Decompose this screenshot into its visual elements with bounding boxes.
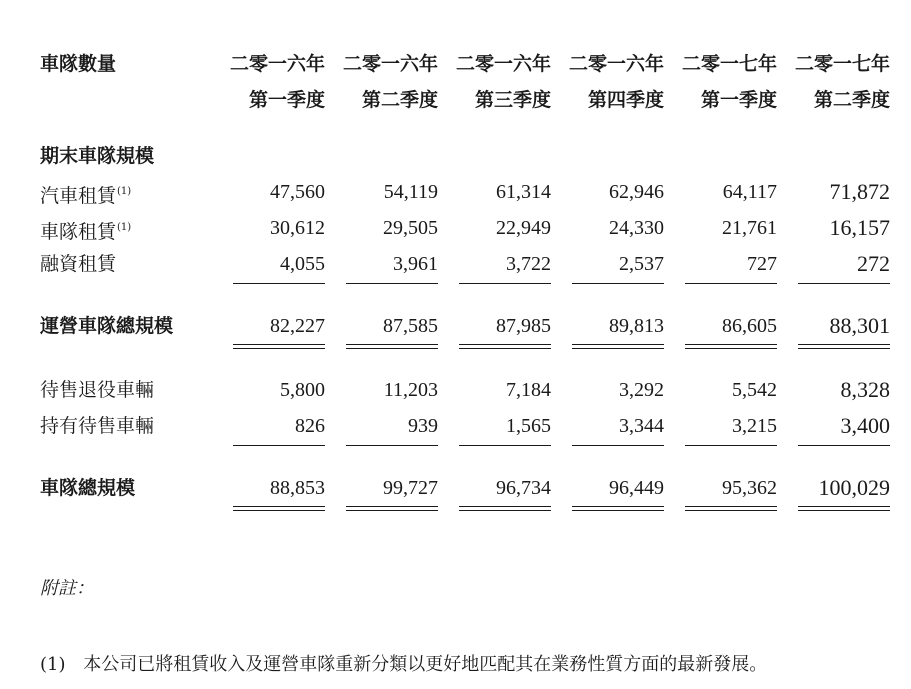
cell-retired-for-sale-1: 5,800 <box>280 379 325 401</box>
cell-finance-lease-1: 4,055 <box>280 253 325 275</box>
total-rule-bottom <box>572 348 664 349</box>
cell-finance-lease-3: 3,722 <box>506 253 551 275</box>
cell-retired-for-sale-3: 7,184 <box>506 379 551 401</box>
footnote-1 <box>40 650 767 676</box>
col-header-year-5: 二零一七年 <box>681 53 777 75</box>
total-rule-top <box>798 506 890 507</box>
total-rule-top <box>459 506 551 507</box>
cell-finance-lease-5: 727 <box>747 253 777 275</box>
col-header-quarter-1: 第一季度 <box>248 89 325 111</box>
total-rule-bottom <box>346 510 438 511</box>
total-rule-bottom <box>685 510 777 511</box>
footnote-marker: (1) <box>40 654 66 675</box>
cell-retired-for-sale-2: 11,203 <box>383 379 438 401</box>
cell-operating-fleet-4: 89,813 <box>609 315 664 337</box>
cell-total-fleet-2: 99,727 <box>383 477 438 499</box>
subtotal-rule <box>459 283 551 284</box>
total-rule-top <box>572 506 664 507</box>
cell-retired-for-sale-5: 5,542 <box>732 379 777 401</box>
total-rule-bottom <box>572 510 664 511</box>
total-rule-bottom <box>798 348 890 349</box>
total-rule-top <box>685 344 777 345</box>
col-header-year-1: 二零一六年 <box>229 53 325 75</box>
col-header-year-3: 二零一六年 <box>455 53 551 75</box>
cell-fleet-rental-5: 21,761 <box>722 217 777 239</box>
total-rule-bottom <box>233 348 325 349</box>
col-header-quarter-6: 第二季度 <box>813 89 890 111</box>
col-header-quarter-2: 第二季度 <box>361 89 438 111</box>
cell-held-for-sale-3: 1,565 <box>506 415 551 437</box>
row-label-finance-lease: 融資租賃 <box>40 253 117 275</box>
row-label-retired-for-sale: 待售退役車輛 <box>40 379 155 401</box>
cell-operating-fleet-2: 87,585 <box>383 315 438 337</box>
cell-held-for-sale-2: 939 <box>408 415 438 437</box>
cell-car-rental-5: 64,117 <box>722 181 777 203</box>
total-rule-bottom <box>798 510 890 511</box>
total-rule-bottom <box>685 348 777 349</box>
cell-fleet-rental-3: 22,949 <box>496 217 551 239</box>
subtotal-rule <box>572 445 664 446</box>
total-rule-bottom <box>233 510 325 511</box>
cell-finance-lease-4: 2,537 <box>619 253 664 275</box>
total-rule-top <box>572 344 664 345</box>
total-rule-top <box>233 344 325 345</box>
row-label-car-rental: 汽車租賃$^{(1)}$ <box>40 185 132 207</box>
subtotal-rule <box>685 283 777 284</box>
total-rule-bottom <box>459 510 551 511</box>
cell-operating-fleet-1: 82,227 <box>270 315 325 337</box>
cell-fleet-rental-1: 30,612 <box>270 217 325 239</box>
total-rule-top <box>346 506 438 507</box>
footnote-ref: (1) <box>117 186 132 197</box>
subtotal-rule <box>572 283 664 284</box>
cell-total-fleet-3: 96,734 <box>496 477 551 499</box>
total-rule-top <box>459 344 551 345</box>
col-header-quarter-4: 第四季度 <box>587 89 664 111</box>
row-label-fleet-rental: 車隊租賃$^{(1)}$ <box>40 221 132 243</box>
cell-total-fleet-1: 88,853 <box>270 477 325 499</box>
total-rule-top <box>685 506 777 507</box>
subtotal-rule <box>798 283 890 284</box>
col-header-year-6: 二零一七年 <box>794 53 890 75</box>
cell-operating-fleet-6: 88,301 <box>829 313 890 338</box>
total-rule-top <box>798 344 890 345</box>
cell-total-fleet-4: 96,449 <box>609 477 664 499</box>
col-header-quarter-3: 第三季度 <box>474 89 551 111</box>
footnote-ref: (1) <box>117 222 132 233</box>
cell-car-rental-4: 62,946 <box>609 181 664 203</box>
row-label-held-for-sale: 持有待售車輛 <box>40 415 155 437</box>
row-label-total-fleet: 車隊總規模 <box>40 477 136 499</box>
subtotal-rule <box>346 283 438 284</box>
cell-fleet-rental-2: 29,505 <box>383 217 438 239</box>
col-header-quarter-5: 第一季度 <box>700 89 777 111</box>
subtotal-rule <box>346 445 438 446</box>
cell-fleet-rental-6: 16,157 <box>829 215 890 240</box>
cell-held-for-sale-5: 3,215 <box>732 415 777 437</box>
row-label-operating-fleet: 運營車隊總規模 <box>40 315 174 337</box>
cell-held-for-sale-1: 826 <box>295 415 325 437</box>
notes-title: 附註： <box>40 578 94 599</box>
total-rule-top <box>233 506 325 507</box>
total-rule-top <box>346 344 438 345</box>
subtotal-rule <box>685 445 777 446</box>
cell-held-for-sale-4: 3,344 <box>619 415 664 437</box>
table-title: 車隊數量 <box>40 53 117 75</box>
cell-car-rental-1: 47,560 <box>270 181 325 203</box>
total-rule-bottom <box>346 348 438 349</box>
cell-total-fleet-6: 100,029 <box>818 475 890 500</box>
subtotal-rule <box>798 445 890 446</box>
cell-retired-for-sale-4: 3,292 <box>619 379 664 401</box>
col-header-year-2: 二零一六年 <box>342 53 438 75</box>
section-heading: 期末車隊規模 <box>40 145 155 167</box>
cell-car-rental-6: 71,872 <box>829 179 890 204</box>
cell-total-fleet-5: 95,362 <box>722 477 777 499</box>
cell-car-rental-3: 61,314 <box>496 181 551 203</box>
total-rule-bottom <box>459 348 551 349</box>
cell-finance-lease-6: 272 <box>857 251 890 276</box>
cell-operating-fleet-5: 86,605 <box>722 315 777 337</box>
cell-fleet-rental-4: 24,330 <box>609 217 664 239</box>
cell-held-for-sale-6: 3,400 <box>840 413 890 438</box>
footnote-text: 本公司已將租賃收入及運營車隊重新分類以更好地匹配其在業務性質方面的最新發展。 <box>83 654 768 675</box>
cell-operating-fleet-3: 87,985 <box>496 315 551 337</box>
cell-car-rental-2: 54,119 <box>383 181 438 203</box>
cell-retired-for-sale-6: 8,328 <box>840 377 890 402</box>
col-header-year-4: 二零一六年 <box>568 53 664 75</box>
subtotal-rule <box>233 445 325 446</box>
subtotal-rule <box>459 445 551 446</box>
subtotal-rule <box>233 283 325 284</box>
cell-finance-lease-2: 3,961 <box>393 253 438 275</box>
